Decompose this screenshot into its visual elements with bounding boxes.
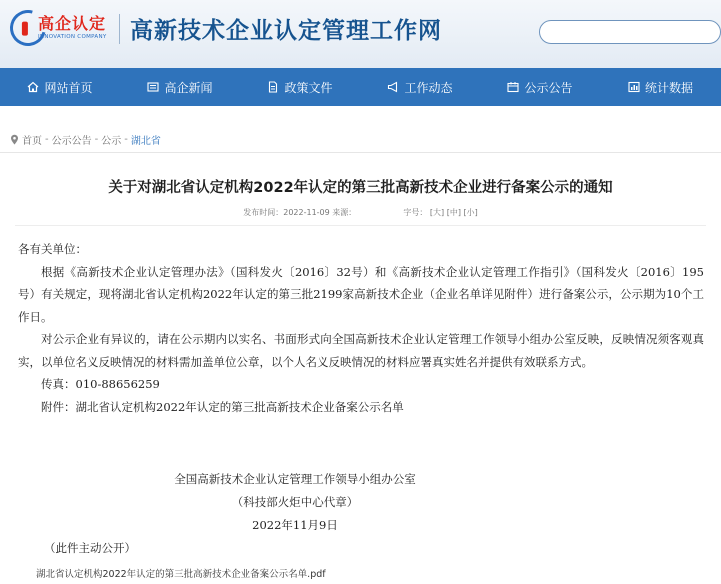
site-logo[interactable]	[10, 8, 112, 48]
attachment-line: 附件：湖北省认定机构2022年认定的第三批高新技术企业备案公示名单	[41, 399, 404, 414]
nav-item-home[interactable]	[0, 68, 120, 106]
paragraph: 对公示企业有异议的，请在公示期内以实名、书面形式向全国高新技术企业认定管理工作领导小组办公室反映，反映情况须客观真实，以单位名义反映情况的材料需加盖单位公章，以个人名义反映情况的材料应署真实姓名并提供有效联系方式。	[18, 332, 704, 369]
breadcrumb-home[interactable]: 首页	[22, 135, 42, 147]
signature-proxy: （科技部火炬中心代章）	[231, 495, 359, 509]
chart-icon	[628, 81, 640, 93]
site-header	[0, 0, 721, 68]
breadcrumb-publicity[interactable]: 公示	[101, 135, 122, 147]
publish-label: 发布时间：	[243, 208, 284, 217]
breadcrumb-notices[interactable]: 公示公告	[51, 135, 92, 147]
font-size-large[interactable]: [大]	[429, 208, 445, 217]
megaphone-icon	[387, 81, 399, 93]
location-pin-icon	[10, 134, 19, 145]
header-divider	[119, 14, 120, 44]
nav-item-updates[interactable]	[360, 68, 480, 106]
breadcrumb	[10, 131, 161, 147]
breadcrumb-separator: -	[94, 133, 99, 145]
signature-date: 2022年11月9日	[252, 518, 338, 532]
article-meta	[0, 207, 721, 218]
nav-item-news[interactable]	[120, 68, 240, 106]
news-icon	[147, 81, 159, 93]
nav-item-statistics[interactable]	[600, 68, 721, 106]
home-icon	[27, 81, 39, 93]
notice-icon	[507, 81, 519, 93]
divider	[0, 152, 721, 153]
article-title: 关于对湖北省认定机构2022年认定的第三批高新技术企业进行备案公示的通知	[108, 180, 613, 196]
nav-item-policy[interactable]	[240, 68, 360, 106]
nav-item-label: 政策文件	[284, 80, 333, 95]
logo-subtext: INNOVATION COMPANY	[38, 34, 107, 40]
font-size-medium[interactable]: [中]	[446, 208, 461, 217]
nav-item-label: 高企新闻	[164, 80, 213, 95]
font-size-small[interactable]: [小]	[463, 208, 478, 217]
breadcrumb-separator: -	[124, 133, 128, 145]
fax-line: 传真：010-88656259	[41, 377, 160, 391]
attachment-download-link[interactable]: 湖北省认定机构2022年认定的第三批高新技术企业备案公示名单.pdf	[36, 569, 326, 580]
document-icon	[267, 81, 279, 93]
greeting: 各有关单位：	[18, 242, 87, 256]
signature-org: 全国高新技术企业认定管理工作领导小组办公室	[174, 472, 416, 486]
site-title: 高新技术企业认定管理工作网	[130, 18, 442, 44]
article-body	[18, 238, 704, 418]
breadcrumb-separator: -	[45, 133, 49, 145]
publish-date: 2022-11-09	[283, 208, 330, 217]
nav-item-notices[interactable]	[480, 68, 600, 106]
nav-item-label: 公示公告	[524, 80, 573, 95]
main-nav	[0, 68, 721, 106]
nav-item-label: 网站首页	[44, 80, 93, 95]
search-input[interactable]	[539, 20, 721, 44]
public-note: （此件主动公开）	[44, 541, 136, 555]
font-size-label: 字号：	[403, 208, 428, 217]
logo-text: 高企认定	[38, 14, 107, 33]
nav-item-label: 统计数据	[644, 80, 693, 95]
signature-block	[0, 468, 590, 537]
paragraph: 根据《高新技术企业认定管理办法》（国科发火〔2016〕32号）和《高新技术企业认定管理工作指引》（国科发火〔2016〕195号）有关规定，现将湖北省认定机构2022年认定的第三批2199家高新技术企业（企业名单详见附件）进行备案公示，公示期为10个工作日。	[18, 264, 704, 324]
nav-item-label: 工作动态	[404, 80, 453, 95]
divider	[15, 225, 706, 226]
breadcrumb-hubei[interactable]: 湖北省	[130, 135, 161, 147]
source-label: 来源：	[332, 208, 357, 217]
